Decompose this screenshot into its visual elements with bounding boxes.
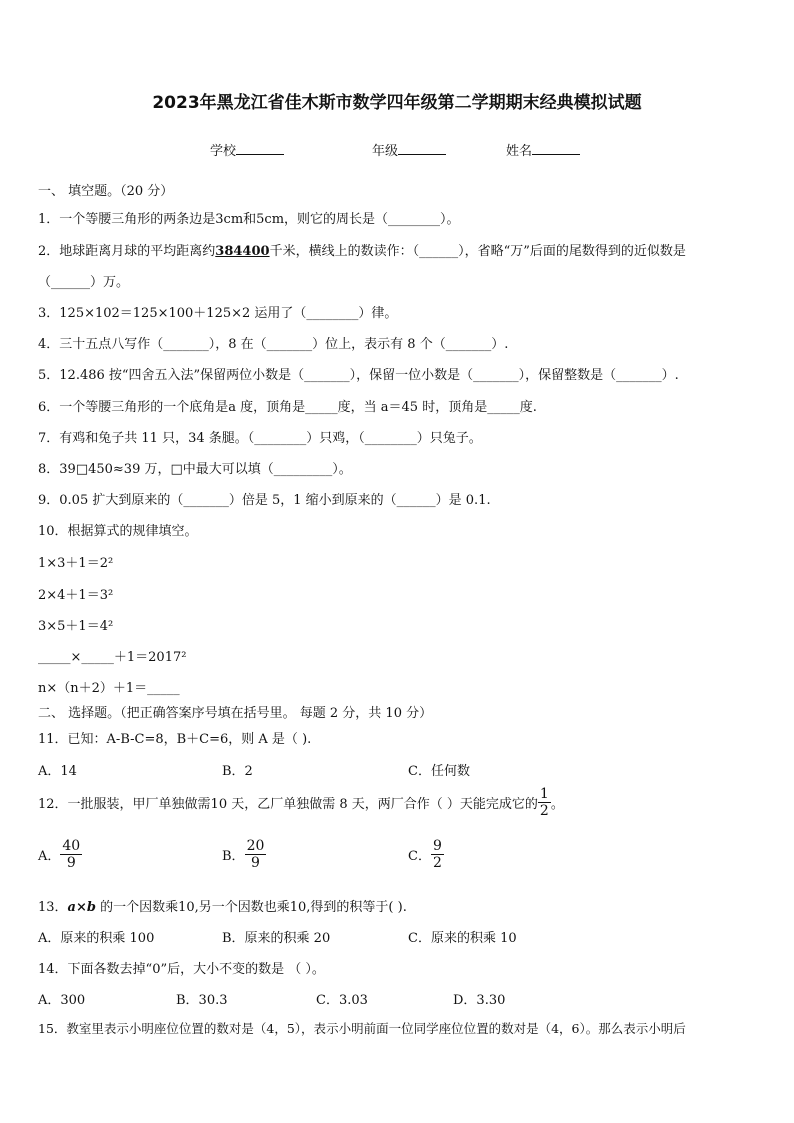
q12-option-c: C． $\frac{9}{2}$ (408, 838, 442, 871)
q12-fraction (538, 786, 551, 819)
question-9: 9．0.05 扩大到原来的（_______）倍是 5，1 缩小到原来的（______）是 0.1. (38, 493, 491, 508)
question-10: 10．根据算式的规律填空。 (38, 524, 198, 539)
q14-option-d: D．3.30 (453, 993, 506, 1008)
question-7: 7．有鸡和兔子共 11 只，34 条腿。（________）只鸡，（________）只兔子。 (38, 431, 482, 446)
question-3: 3．125×102＝125×100＋125×2 运用了（________）律。 (38, 306, 398, 321)
school-blank (236, 142, 284, 155)
q13-option-c: C．原来的积乘 10 (408, 931, 517, 946)
q12-option-a: A． $\frac{40}{9}$ (38, 838, 81, 871)
q14-option-a: A．300 (38, 993, 86, 1008)
question-12 (38, 786, 564, 819)
q13-variable: a×b (67, 900, 96, 915)
q13-option-a: A．原来的积乘 100 (38, 931, 155, 946)
question-4: 4．三十五点八写作（_______），8 在（_______）位上，表示有 8 个（_______）. (38, 337, 509, 352)
equation-5: n×（n＋2）＋1＝_____ (38, 681, 180, 696)
question-2-cont: （______）万。 (38, 275, 130, 290)
grade-field (372, 140, 446, 159)
question-1: 1．一个等腰三角形的两条边是3cm和5cm，则它的周长是（________）。 (38, 212, 460, 227)
school-field (210, 140, 284, 159)
grade-blank (398, 142, 446, 155)
equation-2: 2×4＋1＝3² (38, 588, 114, 603)
q14-option-c: C．3.03 (316, 993, 368, 1008)
q14-option-b: B．30.3 (176, 993, 228, 1008)
q12-fraction-num: 1 (539, 786, 549, 802)
q11-option-b: B．2 (222, 764, 253, 779)
question-13: 13．a×b 的一个因数乘10,另一个因数也乘10,得到的积等于( ). (38, 900, 407, 915)
question-15: 15．教室里表示小明座位位置的数对是（4，5），表示小明前面一位同学座位位置的数对是（4，6）。那么表示小明后 (38, 1021, 686, 1036)
question-6: 6．一个等腰三角形的一个底角是a 度，顶角是_____度，当 a＝45 时，顶角是_____度. (38, 400, 537, 415)
name-label: 姓名 (506, 144, 533, 159)
name-field (506, 140, 580, 159)
question-2 (38, 240, 686, 259)
question-5: 5．12.486 按“四舍五入法”保留两位小数是（_______），保留一位小数是（_______），保留整数是（_______）. (38, 368, 679, 383)
school-label: 学校 (210, 144, 237, 159)
name-blank (532, 142, 580, 155)
question-14: 14．下面各数去掉“0”后，大小不变的数是 （ ）。 (38, 962, 325, 977)
equation-3: 3×5＋1＝4² (38, 619, 114, 634)
q12-text-pre: 12．一批服装，甲厂单独做需10 天，乙厂单独做需 8 天，两厂合作（ ）天能完成它的 (38, 797, 538, 812)
section-1-heading: 一、 填空题。（20 分） (38, 184, 174, 199)
q12-text-post: 。 (550, 797, 564, 812)
equation-4: _____×_____＋1＝2017² (38, 650, 187, 665)
q2-text-post: 千米，横线上的数读作：（______），省略“万”后面的尾数得到的近似数是 (269, 244, 686, 259)
q2-distance-number: 384400 (215, 244, 270, 259)
q13-option-b: B．原来的积乘 20 (222, 931, 331, 946)
q12-option-b: B． $\frac{20}{9}$ (222, 838, 265, 871)
section-2-heading: 二、 选择题。（把正确答案序号填在括号里。 每题 2 分，共 10 分） (38, 706, 433, 721)
page-title: 2023年黑龙江省佳木斯市数学四年级第二学期期末经典模拟试题 (152, 93, 642, 113)
question-8: 8．39□450≈39 万，□中最大可以填（_________）。 (38, 462, 352, 477)
q11-option-c: C．任何数 (408, 764, 470, 779)
q11-option-a: A．14 (38, 764, 77, 779)
equation-1: 1×3＋1＝2² (38, 556, 114, 571)
question-11: 11．已知：A-B-C=8，B＋C=6，则 A 是（ ). (38, 732, 312, 747)
grade-label: 年级 (372, 144, 399, 159)
q12-fraction-den: 2 (539, 803, 549, 819)
q2-text-pre: 2．地球距离月球的平均距离约 (38, 244, 216, 259)
